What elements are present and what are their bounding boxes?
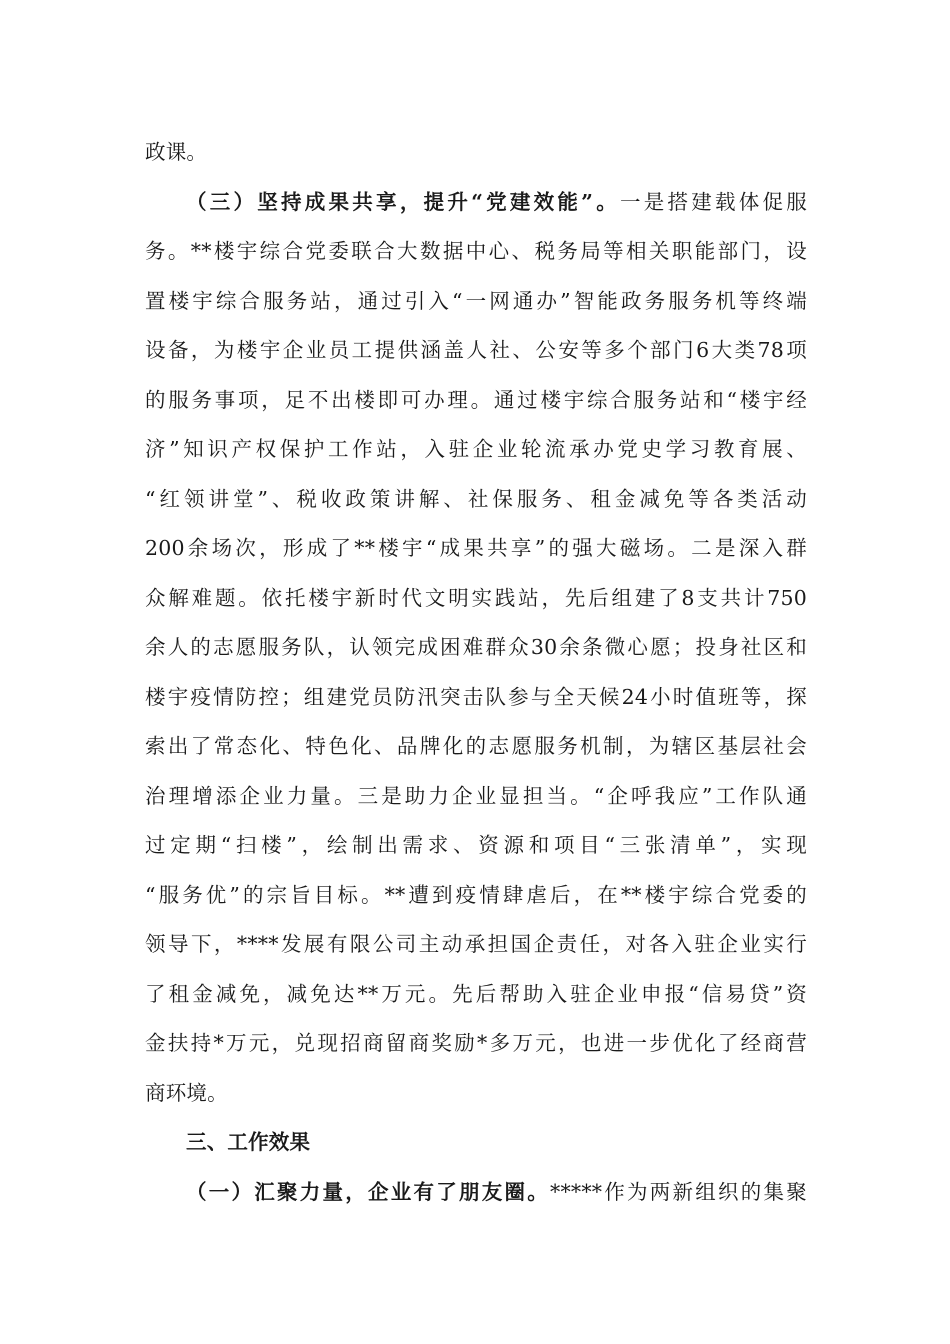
body-text: 设备，为楼宇企业员工提供涵盖人社、公安等多个部门6大类78项 [145, 338, 807, 362]
body-text: *****作为两新组织的集聚 [550, 1179, 807, 1204]
text-line [145, 376, 807, 426]
body-text: 了租金减免，减免达**万元。先后帮助入驻企业申报“信易贷”资 [145, 981, 807, 1006]
text-line [145, 574, 807, 624]
body-text: 余人的志愿服务队，认领完成困难群众30余条微心愿；投身社区和 [145, 635, 807, 659]
text-line [145, 871, 807, 921]
body-text: 领导下，****发展有限公司主动承担国企责任，对各入驻企业实行 [145, 932, 807, 956]
text-line [145, 1118, 807, 1168]
text-line [145, 821, 807, 871]
body-text: 楼宇疫情防控；组建党员防汛突击队参与全天候24小时值班等，探 [145, 684, 807, 709]
text-line [145, 128, 807, 178]
text-line [145, 178, 807, 228]
text-line [145, 227, 807, 277]
text-line [145, 772, 807, 822]
document-body [145, 128, 807, 1217]
text-line [145, 326, 807, 376]
text-line [145, 1168, 807, 1218]
heading-text: （三）坚持成果共享，提升“党建效能”。 [186, 189, 620, 214]
body-text: 索出了常态化、特色化、品牌化的志愿服务机制，为辖区基层社会 [145, 734, 807, 758]
body-text: “服务优”的宗旨目标。**遭到疫情肆虐后，在**楼宇综合党委的 [145, 882, 807, 907]
heading-text: 三、工作效果 [186, 1130, 311, 1154]
body-text: 商环境。 [145, 1080, 228, 1105]
body-text: 政课。 [145, 140, 208, 164]
text-line [145, 920, 807, 970]
text-line [145, 475, 807, 525]
text-line [145, 673, 807, 723]
body-text: 金扶持*万元，兑现招商留商奖励*多万元，也进一步优化了经商营 [145, 1031, 807, 1055]
text-line [145, 524, 807, 574]
body-text: 200余场次，形成了**楼宇“成果共享”的强大磁场。二是深入群 [145, 536, 807, 560]
body-text: 务。**楼宇综合党委联合大数据中心、税务局等相关职能部门，设 [145, 239, 807, 263]
body-text: 一是搭建载体促服 [619, 189, 807, 214]
text-line [145, 970, 807, 1020]
text-line [145, 722, 807, 772]
body-text: 济”知识产权保护工作站，入驻企业轮流承办党史学习教育展、 [145, 437, 807, 461]
text-line [145, 1019, 807, 1069]
body-text: “红领讲堂”、税收政策讲解、社保服务、租金减免等各类活动 [145, 486, 807, 511]
body-text: 众解难题。依托楼宇新时代文明实践站，先后组建了8支共计750 [145, 585, 807, 610]
text-line [145, 1069, 807, 1119]
heading-text: （一）汇聚力量，企业有了朋友圈。 [186, 1179, 550, 1204]
body-text: 置楼宇综合服务站，通过引入“一网通办”智能政务服务机等终端 [145, 288, 807, 313]
text-line [145, 277, 807, 327]
body-text: 过定期“扫楼”，绘制出需求、资源和项目“三张清单”，实现 [145, 833, 807, 857]
body-text: 的服务事项，足不出楼即可办理。通过楼宇综合服务站和“楼宇经 [145, 387, 807, 412]
body-text: 治理增添企业力量。三是助力企业显担当。“企呼我应”工作队通 [145, 783, 807, 808]
text-line [145, 425, 807, 475]
text-line [145, 623, 807, 673]
